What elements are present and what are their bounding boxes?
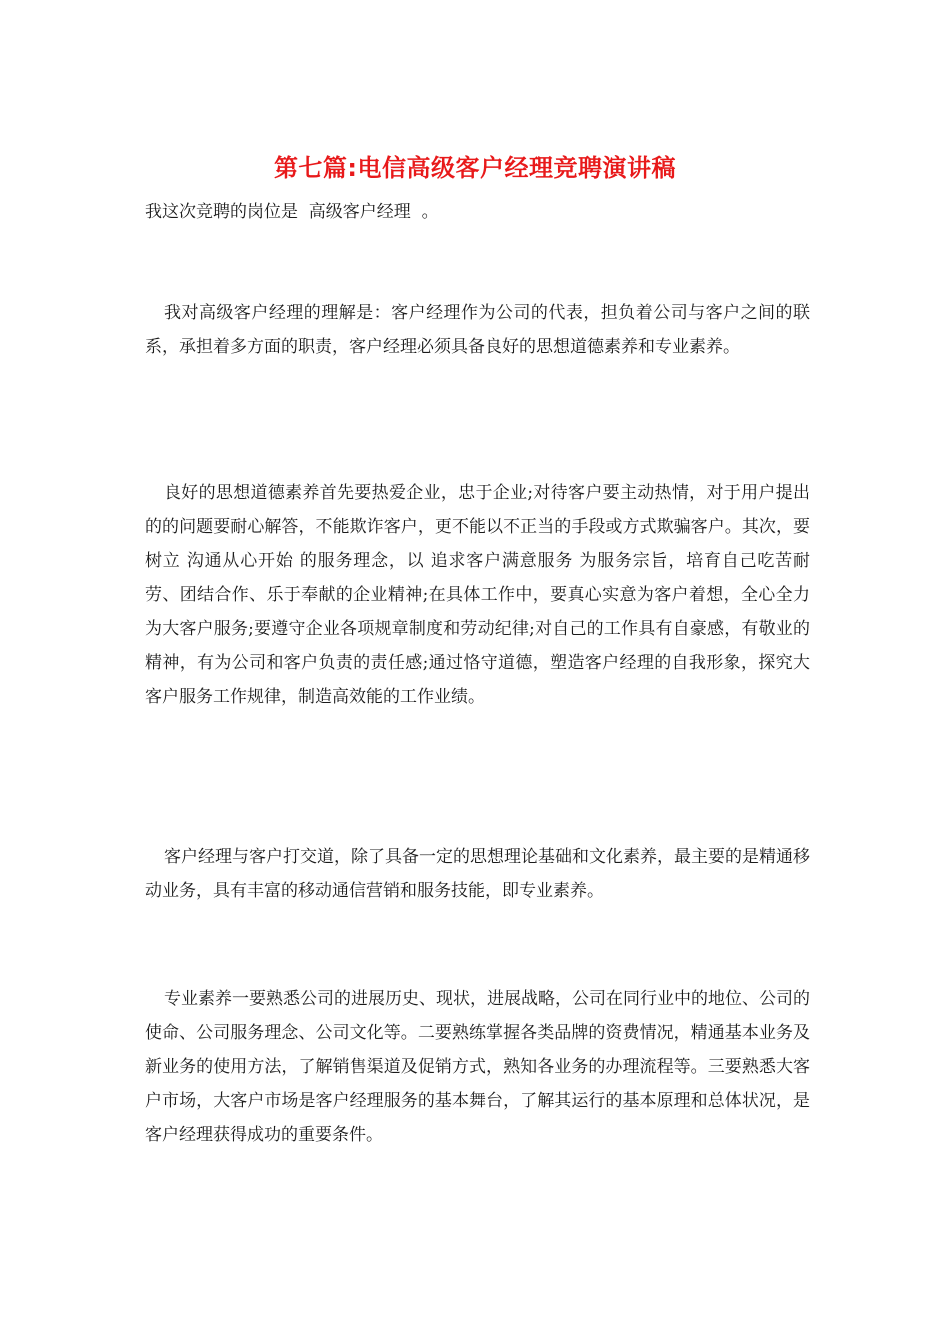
paragraph-understanding: 我对高级客户经理的理解是：客户经理作为公司的代表，担负着公司与客户之间的联系，承担着多方面的职责，客户经理必须具备良好的思想道德素养和专业素养。 [145, 303, 810, 357]
paragraph-professional: 客户经理与客户打交道，除了具备一定的思想理论基础和文化素养，最主要的是精通移动业务，具有丰富的移动通信营销和服务技能，即专业素养。 [145, 847, 810, 901]
intro-line: 我这次竞聘的岗位是 高级客户经理 。 [145, 202, 439, 222]
paragraph-ethics: 良好的思想道德素养首先要热爱企业，忠于企业;对待客户要主动热情，对于用户提出的的问题要耐心解答，不能欺诈客户，更不能以不正当的手段或方式欺骗客户。其次，要树立 沟通从心开始 的服务理念，以 追求客户满意服务 为服务宗旨，培育自己吃苦耐劳、团结合作、乐于奉献的企业精神;在具体工作中，要真心实意为客户着想，全心全力为大客户服务;要遵守企业各项规章制度和劳动纪律;对自己的工作具有自豪感，有敬业的精神，有为公司和客户负责的责任感;通过恪守道德，塑造客户经理的自我形象，探究大客户服务工作规律，制造高效能的工作业绩。 [145, 483, 810, 707]
paragraph-expertise: 专业素养一要熟悉公司的进展历史、现状，进展战略，公司在同行业中的地位、公司的使命、公司服务理念、公司文化等。二要熟练掌握各类品牌的资费情况，精通基本业务及新业务的使用方法，了解销售渠道及促销方式，熟知各业务的办理流程等。三要熟悉大客户市场，大客户市场是客户经理服务的基本舞台，了解其运行的基本原理和总体状况，是客户经理获得成功的重要条件。 [145, 989, 810, 1145]
document-title: 第七篇:电信高级客户经理竞聘演讲稿 [273, 154, 677, 182]
